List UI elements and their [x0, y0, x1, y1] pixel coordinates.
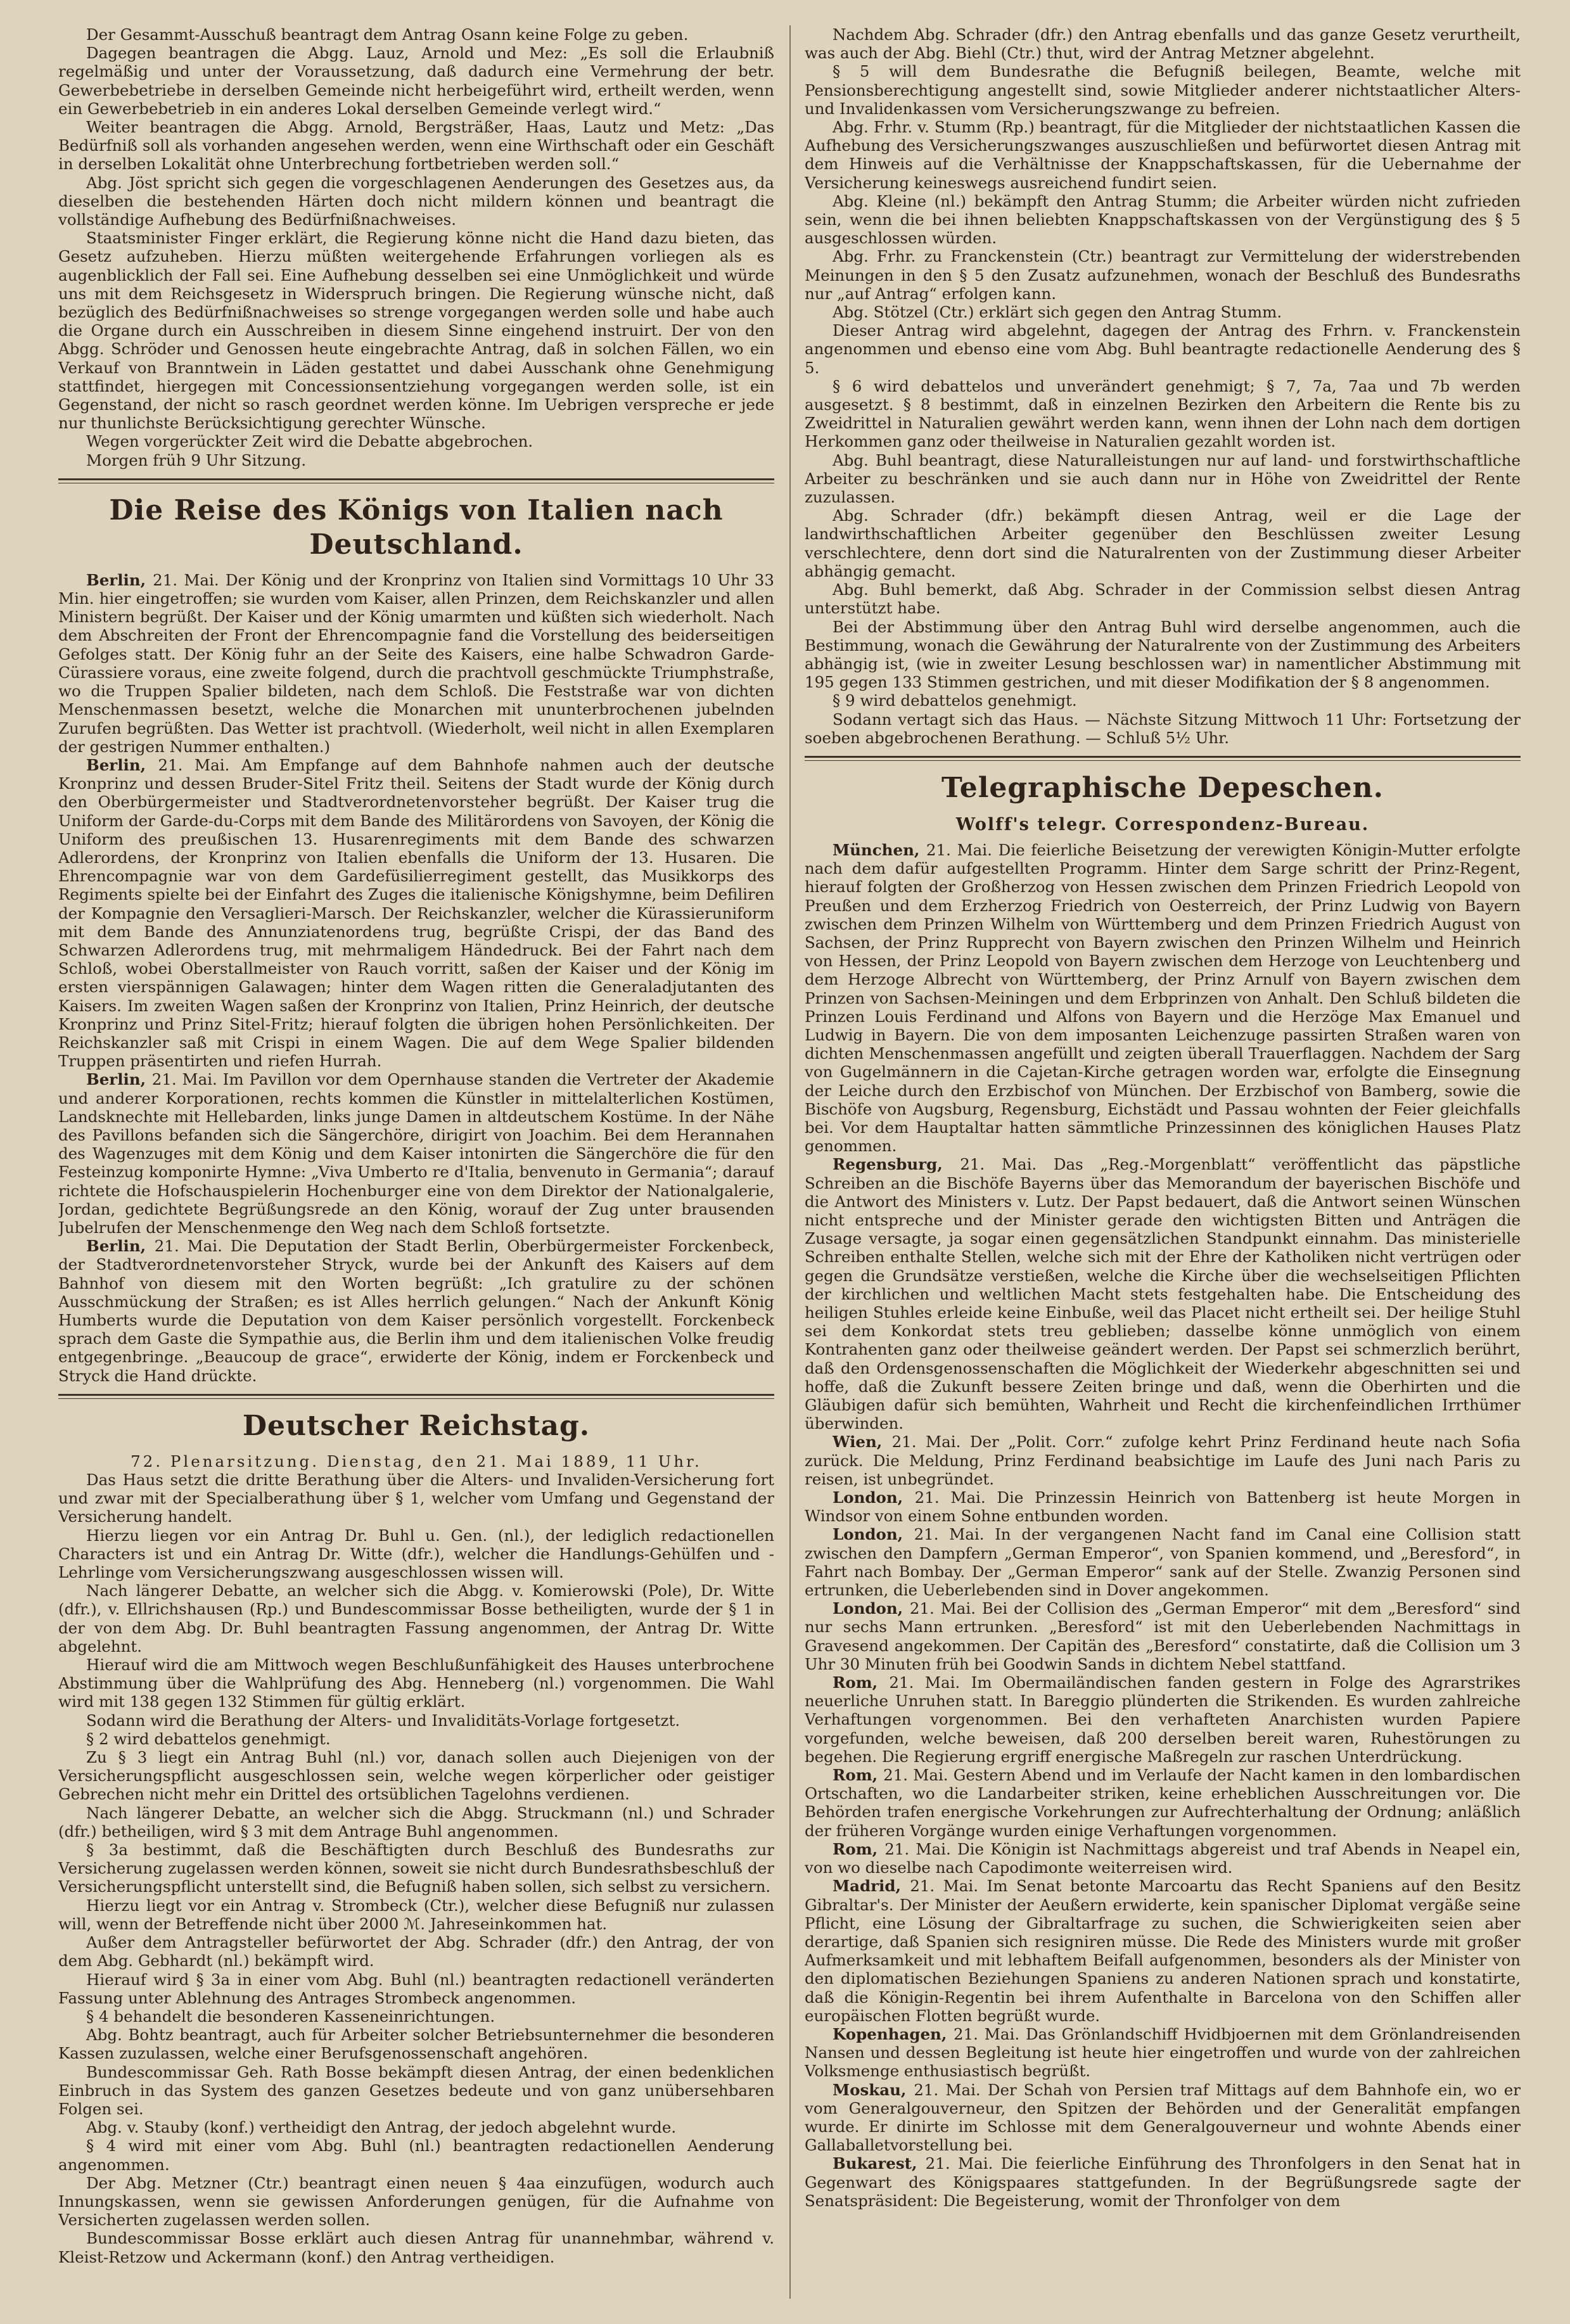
telegraph-headline: Telegraphische Depeschen.: [941, 771, 1384, 804]
dispatch-text: 21. Mai. Die feierliche Einführung des Thronfolgers in den Senat hat in Gegenwart des Königspaares stattgefunden. In der Begrüßungsrede sagte der Senatspräsident: Die Begeisterung, womit der Thronfolger von dem: [805, 2154, 1521, 2210]
paragraph: § 6 wird debattelos und unverändert genehmigt; § 7, 7a, 7aa und 7b werden ausgesetzt. § 8 bestimmt, daß in einzelnen Bezirken den Arbeitern die Rente bis zu Zweidrittel in Naturalien gewährt werden kann, wenn ihnen der Lohn nach dem dortigen Herkommen ganz oder theilweise in Naturalien gezahlt worden ist.: [805, 376, 1521, 451]
paragraph: Nach längerer Debatte, an welcher sich die Abgg. Struckmann (nl.) und Schrader (dfr.) betheiligen, wird § 3 mit dem Antrage Buhl angenommen.: [58, 1803, 774, 1841]
paragraph: Dagegen beantragen die Abgg. Lauz, Arnold und Mez: „Es soll die Erlaubniß regelmäßig und unter der Voraussetzung, daß dadurch eine Vermehrung der betr. Gewerbebetriebe in derselben Gemeinde nicht herbeigeführt wird, ertheilt werden, wenn ein Gewerbebetrieb in ein anderes Lokal derselben Gemeinde verlegt wird.“: [58, 44, 774, 118]
dateline-place: Madrid,: [833, 1877, 910, 1896]
dispatch-text: 21. Mai. Der König und der Kronprinz von Italien sind Vormittags 10 Uhr 33 Min. hier eingetroffen; sie wurden vom Kaiser, allen Prinzen, dem Reichskanzler und allen Ministern begrüßt. Der Kaiser und der König umarmten und küßten sich wiederholt. Nach dem Abschreiten der Front der Ehrencompagnie fand die Vorstellung des beiderseitigen Gefolges statt. Der König fuhr an der Seite des Kaisers, eine halbe Schwadron Garde-Cürassiere voraus, eine zweite folgend, durch die prachtvoll geschmückte Triumphstraße, wo die Truppen Spalier bildeten, nach dem Schloß. Die Feststraße war von dichten Menschenmassen besetzt, welche die Monarchen mit ununterbrochenen jubelnden Zurufen begrüßten. Das Wetter ist prachtvoll. (Wiederholt, weil nicht in allen Exemplaren der gestrigen Nummer enthalten.): [58, 570, 774, 756]
paragraph: § 2 wird debattelos genehmigt.: [86, 1729, 331, 1748]
telegraph-dispatch: [805, 1488, 1521, 1525]
dateline-place: London,: [833, 1488, 915, 1507]
column-divider: [789, 25, 791, 2299]
dispatch-text: 21. Mai. Das Grönlandschiff Hvidbjoernen mit dem Grönlandreisenden Nansen und dessen Begleitung ist heute hier eingetroffen und wurde von der zahlreichen Volksmenge enthusiastisch begrüßt.: [805, 2024, 1521, 2081]
paragraph: Hierauf wird die am Mittwoch wegen Beschlußunfähigkeit des Hauses unterbrochene Abstimmung über die Wahlprüfung des Abg. Henneberg (nl.) vorgenommen. Die Wahl wird mit 138 gegen 132 Stimmen für gültig erklärt.: [58, 1656, 774, 1711]
reise-dispatch: [58, 756, 774, 1070]
paragraph: Das Haus setzt die dritte Berathung über die Alters- und Invaliden-Versicherung fort und zwar mit der Specialberathung über § 1, welcher vom Umfang und Gegenstand der Versicherung handelt.: [58, 1471, 774, 1526]
telegraph-dispatch: [805, 1840, 1521, 1877]
dispatch-text: 21. Mai. Die Königin ist Nachmittags abgereist und traf Abends in Neapel ein, von wo dieselbe nach Capodimonte weiterreisen wird.: [805, 1839, 1521, 1877]
paragraph: Bei der Abstimmung über den Antrag Buhl wird derselbe angenommen, auch die Bestimmung, wonach die Gewährung der Naturalrente von der Zustimmung des Arbeiters abhängig ist, (wie in zweiter Lesung beschlossen war) in namentlicher Abstimmung mit 195 gegen 133 Stimmen gestrichen, und mit dieser Modifikation der § 8 angenommen.: [805, 617, 1521, 692]
paragraph: Abg. Bohtz beantragt, auch für Arbeiter solcher Betriebsunternehmer die besonderen Kassen zuzulassen, welche einer Berufsgenossenschaft angehören.: [58, 2026, 774, 2063]
dateline-place: Berlin,: [86, 1070, 152, 1089]
dispatch-text: 21. Mai. Die feierliche Beisetzung der verewigten Königin-Mutter erfolgte nach dem dafür aufgestellten Programm. Hinter dem Sarge schritt der Prinz-Regent, hierauf folgten der Großherzog von Hessen zwischen dem Prinzen Friedrich Leopold von Preußen und dem Erzherzog Friedrich von Oesterreich, der Prinz Ludwig von Bayern zwischen dem Prinzen Wilhelm von Württemberg und dem Prinzen Friedrich August von Sachsen, der Prinz Rupprecht von Bayern zwischen den Prinzen Wilhelm und Heinrich von Hessen, der Prinz Leopold von Bayern zwischen dem Herzoge von Leuchtenberg und dem Herzoge Albrecht von Württemberg, der Prinz Arnulf von Bayern zwischen dem Prinzen von Sachsen-Meiningen und dem Erbprinzen von Anhalt. Den Schluß bildeten die Prinzen Louis Ferdinand und Alfons von Bayern und die Herzöge Max Emanuel und Ludwig in Bayern. Die von dem imposanten Leichenzuge passirten Straßen waren von dichten Menschenmassen angefüllt und zeigten überall Trauerflaggen. Nachdem der Sarg von Gugelmännern in die Cajetan-Kirche getragen worden war, erfolgte die Einsegnung der Leiche durch den Erzbischof von München. Der Erzbischof von Bamberg, sowie die Bischöfe von Augsburg, Regensburg, Eichstädt und Passau wohnten der Feier gleichfalls bei. Vor dem Hauptaltar hatten sämmtliche Prinzessinnen des königlichen Hauses Platz genommen.: [805, 840, 1521, 1156]
dispatch-text: 21. Mai. Die Prinzessin Heinrich von Battenberg ist heute Morgen in Windsor von einem Sohne entbunden worden.: [805, 1488, 1521, 1526]
paragraph: Abg. v. Stauby (konf.) vertheidigt den Antrag, der jedoch abgelehnt wurde.: [86, 2118, 677, 2137]
dateline-place: Wien,: [833, 1433, 892, 1452]
section-rule: [58, 478, 774, 480]
telegraph-dispatch: [805, 2154, 1521, 2210]
reichstag-report-continued: [805, 25, 1521, 747]
telegraph-dispatch: [805, 1599, 1521, 1673]
telegraph-dispatch: [805, 1877, 1521, 2025]
paragraph: Hierzu liegen vor ein Antrag Dr. Buhl u. Gen. (nl.), der lediglich redactionellen Characters ist und ein Antrag Dr. Witte (dfr.), welcher die Handlungs-Gehülfen und -Lehrlinge vom Versicherungszwang ausgeschlossen wissen will.: [58, 1526, 774, 1582]
dateline-place: Berlin,: [86, 755, 158, 774]
dispatch-text: 21. Mai. Der Schah von Persien traf Mittags auf dem Bahnhofe ein, wo er vom Generalgouverneur, den Spitzen der Behörden und der Generalität empfangen wurde. Er dinirte im Schlosse mit dem Generalgouverneur und wohnte Abends einer Gallaballetvorstellung bei.: [805, 2080, 1521, 2155]
reise-headline: Die Reise des Königs von Italien nach Deutschland.: [109, 494, 724, 561]
dispatch-text: 21. Mai. Im Obermailändischen fanden gestern in Folge des Agrarstrikes neuerliche Unruhen statt. In Bareggio plünderten die Strikenden. Es wurden zahlreiche Verhaftungen vorgenommen. Bei den verhafteten Anarchisten wurden Papiere vorgefunden, welche beweisen, daß 200 derselben bereit waren, Ruhestörungen zu begehen. Die Regierung ergriff energische Maßregeln zur raschen Unterdrückung.: [805, 1673, 1521, 1766]
dateline-place: Berlin,: [86, 570, 153, 589]
dispatch-text: 21. Mai. Die Deputation der Stadt Berlin, Oberbürgermeister Forckenbeck, der Stadtverordnetenvorsteher Stryck, wurde bei der Ankunft des Kaisers auf dem Bahnhof von diesem mit den Worten begrüßt: „Ich gratulire zu der schönen Ausschmückung der Straßen; es ist Alles herrlich gelungen.“ Nach der Ankunft König Humberts wurde die Deputation von dem Kaiser persönlich vorgestellt. Forckenbeck sprach dem Gaste die Sympathie aus, die Berlin ihm und dem italienischen Volke freudig entgegenbringe. „Beaucoup de grace“, erwiderte der König, indem er Forckenbeck und Stryck die Hand drückte.: [58, 1237, 774, 1385]
dateline-place: Bukarest,: [833, 2154, 926, 2173]
left-column: [58, 25, 774, 2299]
paragraph: Der Gesammt-Ausschuß beantragt dem Antrag Osann keine Folge zu geben.: [86, 25, 689, 44]
paragraph: Abg. Frhr. zu Franckenstein (Ctr.) beantragt zur Vermittelung der widerstrebenden Meinungen in den § 5 den Zusatz aufzunehmen, wonach der Beschluß des Bundesraths nur „auf Antrag“ erfolgen kann.: [805, 247, 1521, 303]
paragraph: Hierzu liegt vor ein Antrag v. Strombeck (Ctr.), welcher diese Befugniß nur zulassen will, wenn der Betreffende nicht über 2000 ℳ. Jahreseinkommen hat.: [58, 1896, 774, 1933]
section-rule: [805, 760, 1521, 761]
telegraph-dispatch: [805, 1673, 1521, 1766]
dateline-place: London,: [833, 1525, 914, 1544]
telegraph-dispatch: [805, 2081, 1521, 2155]
reichstag-report: [58, 1471, 774, 2266]
paragraph: Sodann vertagt sich das Haus. — Nächste Sitzung Mittwoch 11 Uhr: Fortsetzung der soeben abgebrochenen Berathung. — Schluß 5½ Uhr.: [805, 710, 1521, 747]
reise-articles: [58, 571, 774, 1385]
dateline-place: Moskau,: [833, 2080, 914, 2099]
dateline-place: Rom,: [833, 1673, 890, 1692]
telegraph-dispatches: [805, 841, 1521, 2210]
paragraph: Bundescommissar Bosse erklärt auch diesen Antrag für unannehmbar, während v. Kleist-Retzow und Ackermann (konf.) den Antrag vertheidigen.: [58, 2229, 774, 2266]
reise-dispatch: [58, 1237, 774, 1385]
reichstag-session-line: 72. Plenarsitzung. Dienstag, den 21. Mai 1889, 11 Uhr.: [131, 1452, 702, 1471]
dispatch-text: 21. Mai. Bei der Collision des „German Emperor“ mit dem „Beresford“ sind nur sechs Mann ertrunken. „Beresford“ ist mit den Ueberlebenden Nachmittags in Gravesend angekommen. Der Capitän des „Beresford“ constatirte, daß die Collision um 3 Uhr 30 Minuten früh bei Goodwin Sands in dichtem Nebel stattfand.: [805, 1599, 1521, 1673]
telegraph-subheadline: Wolff's telegr. Correspondenz-Bureau.: [955, 814, 1370, 834]
dispatch-text: 21. Mai. Im Pavillon vor dem Opernhause standen die Vertreter der Akademie und anderer Korporationen, rechts kommen die Künstler in mittelalterlichen Kostümen, Landsknechte mit Hellebarden, links junge Damen in altdeutschem Kostüme. In der Nähe des Pavillons befanden sich die Sängerchöre, dirigirt von Joachim. Bei dem Herannahen des Wagenzuges mit dem König und dem Kaiser intonirten die Sängerchöre die für den Festeinzug komponirte Hymne: „Viva Umberto re d'Italia, benvenuto in Germania“; darauf richtete die Hofschauspielerin Hochenburger eine von dem Direktor der Nationalgalerie, Jordan, gedichtete Begrüßungsrede an den König, worauf der Zug unter brausenden Jubelrufen der Menschenmenge den Weg nach dem Schloß fortsetzte.: [58, 1070, 774, 1237]
dispatch-text: 21. Mai. In der vergangenen Nacht fand im Canal eine Collision statt zwischen den Dampfern „German Emperor“, von Spanien kommend, und „Beresford“, in Fahrt nach Bombay. Der „German Emperor“ sank auf der Stelle. Zwanzig Personen sind ertrunken, die Ueberlebenden sind in Dover angekommen.: [805, 1525, 1521, 1600]
paragraph: Abg. Jöst spricht sich gegen die vorgeschlagenen Aenderungen des Gesetzes aus, da dieselben die bestehenden Härten doch nicht mildern können und beantragt die vollständige Aufhebung des Bedürfnißnachweises.: [58, 173, 774, 229]
dispatch-text: 21. Mai. Der „Polit. Corr.“ zufolge kehrt Prinz Ferdinand heute nach Sofia zurück. Die Meldung, Prinz Ferdinand beabsichtige im Laufe des Juni nach Paris zu reisen, ist unbegründet.: [805, 1433, 1521, 1488]
paragraph: Nach längerer Debatte, an welcher sich die Abgg. v. Komierowski (Pole), Dr. Witte (dfr.), v. Ellrichshausen (Rp.) und Bundescommissar Bosse betheiligten, wurde der § 1 in der von dem Abg. Dr. Buhl beantragten Fassung angenommen, der Antrag Dr. Witte abgelehnt.: [58, 1581, 774, 1656]
paragraph: Morgen früh 9 Uhr Sitzung.: [86, 450, 307, 469]
telegraph-dispatch: [805, 1525, 1521, 1599]
paragraph: Bundescommissar Geh. Rath Bosse bekämpft diesen Antrag, der einen bedenklichen Einbruch in das System des ganzen Gesetzes bedeute und von ganz unübersehbaren Folgen sei.: [58, 2062, 774, 2118]
paragraph: Abg. Buhl bemerkt, daß Abg. Schrader in der Commission selbst diesen Antrag unterstützt habe.: [805, 580, 1521, 618]
dispatch-text: 21. Mai. Am Empfange auf dem Bahnhofe nahmen auch der deutsche Kronprinz und dessen Bruder-Sitel Fritz theil. Seitens der Stadt wurde der König durch den Oberbürgermeister und Stadtverordnetenvorsteher begrüßt. Der Kaiser trug die Uniform der Garde-du-Corps mit dem Bande des Militärordens von Savoyen, der König die Uniform des preußischen 13. Husarenregiments mit dem Bande des schwarzen Adlerordens, der Kronprinz von Italien ebenfalls die Uniform der 13. Husaren. Die Ehrencompagnie war von dem Gardefüsilierregiment gestellt, das Musikkorps des Regiments spielte bei der Einfahrt des Zuges die italienische Königshymne, beim Defiliren der Kompagnie den Versaglieri-Marsch. Der Reichskanzler, welcher die Kürassieruniform mit dem Bande des Annunziatenordens trug, begrüßte Crispi, der das Band des Schwarzen Adlerordens trug, mit mehrmaligem Händedruck. Bei der Fahrt nach dem Schloß, wobei Oberstallmeister von Rauch vorritt, saßen der Kaiser und der König im ersten vierspännigen Galawagen; hinter dem Wagen ritten die Generaladjutanten des Kaisers. Im zweiten Wagen saßen der Kronprinz von Italien, Prinz Heinrich, der deutsche Kronprinz und Prinz Sitel-Fritz; hierauf folgten die übrigen hohen Persönlichkeiten. Der Reichskanzler saß mit Crispi in einem Wagen. Die auf dem Wege Spalier bildenden Truppen präsentirten und riefen Hurrah.: [58, 755, 774, 1071]
paragraph: Wegen vorgerückter Zeit wird die Debatte abgebrochen.: [86, 432, 533, 451]
paragraph: Hierauf wird § 3a in einer vom Abg. Buhl (nl.) beantragten redactionell veränderten Fassung unter Ablehnung des Antrages Strombeck angenommen.: [58, 1970, 774, 2007]
paragraph: Der Abg. Metzner (Ctr.) beantragt einen neuen § 4aa einzufügen, wodurch auch Innungskassen, wenn sie gewissen Anforderungen genügen, für die Aufnahme von Versicherten zugelassen werden sollen.: [58, 2173, 774, 2230]
paragraph: Nachdem Abg. Schrader (dfr.) den Antrag ebenfalls und das ganze Gesetz verurtheilt, was auch der Abg. Biehl (Ctr.) thut, wird der Antrag Metzner abgelehnt.: [805, 25, 1521, 63]
paragraph: § 5 will dem Bundesrathe die Befugniß beilegen, Beamte, welche mit Pensionsberechtigung angestellt sind, sowie Mitglieder anderer nichtstaatlicher Alters- und Invalidenkassen vom Versicherungszwange zu befreien.: [805, 62, 1521, 118]
telegraph-dispatch: [805, 841, 1521, 1155]
dateline-place: Rom,: [833, 1766, 884, 1785]
dispatch-text: 21. Mai. Das „Reg.-Morgenblatt“ veröffentlicht das päpstliche Schreiben an die Bischöfe Bayerns über das Memorandum der bayerischen Bischöfe und die Antwort des Ministers v. Lutz. Der Papst bedauert, daß die Antwort seinen Wünschen nicht entspreche und der Minister gerade den wichtigsten Bitten und Anträgen die Zusage versagte, ja sogar einen gegensätzlichen Standpunkt einnahm. Das ministerielle Schreiben enthalte Stellen, welche sich mit der Ehre der Katholiken nicht vertrügen oder gegen die Grundsätze verstießen, welche die Kirche über die wechselseitigen Pflichten der kirchlichen und weltlichen Macht stets festgehalten habe. Die Entscheidung des heiligen Stuhles erleide keine Einbuße, weil das Placet nicht ertheilt sei. Der heilige Stuhl sei dem Konkordat stets treu geblieben; dasselbe könne unmöglich von einem Kontrahenten ganz oder theilweise geändert werden. Der Papst sei schmerzlich berührt, daß den Ordensgenossenschaften die Möglichkeit der Wiederkehr abgeschnitten sei und hoffe, daß die Zukunft bessere Zeiten bringe und daß, wenn die Oberhirten und die Gläubigen dafür sich bemühten, Wahrheit und Recht die kirchenfeindlichen Irrthümer überwinden.: [805, 1155, 1521, 1433]
reise-dispatch: [58, 571, 774, 756]
section-rule: [58, 1394, 774, 1396]
paragraph: Staatsminister Finger erklärt, die Regierung könne nicht die Hand dazu bieten, das Gesetz aufzuheben. Hierzu müßten weitergehende Erfahrungen vorliegen als es augenblicklich der Fall sei. Eine Aufhebung desselben sei eine Unmöglichkeit und würde uns mit dem Reichsgesetz in Widerspruch bringen. Die Regierung wünsche nicht, daß bezüglich des Bedürfnißnachweises so strenge vorgegangen werden solle und habe auch die Organe durch ein Ausschreiben in diesem Sinne eingehend instruirt. Der von den Abgg. Schröder und Genossen heute eingebrachte Antrag, daß in solchen Fällen, wo ein Verkauf von Branntwein in Läden gestattet und dabei Ausschank ohne Genehmigung stattfindet, hiergegen mit Concessionsentziehung vorgegangen werden solle, ist ein Gegenstand, der nicht so rasch geordnet werden könne. Im Uebrigen verspreche er jede nur thunlichste Berücksichtigung gerechter Wünsche.: [58, 229, 774, 433]
dateline-place: Regensburg,: [833, 1155, 961, 1174]
paragraph: Abg. Schrader (dfr.) bekämpft diesen Antrag, weil er die Lage der landwirthschaftlichen Arbeiter gegenüber den Beschlüssen zweiter Lesung verschlechtere, denn dort sind die Naturalrenten von der Zustimmung dieser Arbeiter abhängig gemacht.: [805, 506, 1521, 580]
paragraph: § 4 wird mit einer vom Abg. Buhl (nl.) beantragten redactionellen Aenderung angenommen.: [58, 2136, 774, 2174]
dispatch-text: 21. Mai. Im Senat betonte Marcoartu das Recht Spaniens auf den Besitz Gibraltar's. Der Minister der Aeußern erwiderte, kein spanischer Diplomat vergäße seine Pflicht, eine Lösung der Gibraltarfrage zu suchen, die Schwierigkeiten seien aber derartige, daß Spanien sich resigniren müsse. Die Rede des Ministers wurde mit großer Aufmerksamkeit und mit lebhaftem Beifall aufgenommen, besonders als der Minister von den diplomatischen Beziehungen Spaniens zu anderen Nationen sprach und konstatirte, daß die Königin-Regentin bei ihrem Aufenthalte in Barcelona von den Schiffen aller europäischen Flotten begrüßt wurde.: [805, 1877, 1521, 2025]
paragraph: Dieser Antrag wird abgelehnt, dagegen der Antrag des Frhrn. v. Franckenstein angenommen und ebenso eine vom Abg. Buhl beantragte redactionelle Aenderung des § 5.: [805, 321, 1521, 377]
reise-dispatch: [58, 1070, 774, 1237]
paragraph: § 9 wird debattelos genehmigt.: [833, 691, 1077, 710]
dateline-place: Rom,: [833, 1839, 885, 1858]
paragraph: Zu § 3 liegt ein Antrag Buhl (nl.) vor, danach sollen auch Diejenigen von der Versicherungspflicht ausgeschlossen sein, welche wegen körperlicher oder geistiger Gebrechen nicht mehr ein Drittel des ortsüblichen Tagelohns verdienen.: [58, 1748, 774, 1804]
reichstag-headline: Deutscher Reichstag.: [242, 1409, 590, 1442]
paragraph: Weiter beantragen die Abgg. Arnold, Bergsträßer, Haas, Lautz und Metz: „Das Bedürfniß soll als vorhanden angesehen werden, wenn eine Wirthschaft oder ein Geschäft in derselben Lokalität ohne Unterbrechung fortbetrieben werden soll.“: [58, 118, 774, 174]
telegraph-dispatch: [805, 1155, 1521, 1433]
paragraph: Abg. Buhl beantragt, diese Naturalleistungen nur auf land- und forstwirthschaftliche Arbeiter zu beschränken und sie auch dann nur in Höhe von Zweidrittel der Rente zuzulassen.: [805, 450, 1521, 507]
paragraph: Außer dem Antragsteller befürwortet der Abg. Schrader (dfr.) den Antrag, der von dem Abg. Gebhardt (nl.) bekämpft wird.: [58, 1933, 774, 1970]
dateline-place: Berlin,: [86, 1237, 155, 1256]
right-column: [805, 25, 1521, 2299]
paragraph: § 3a bestimmt, daß die Beschäftigten durch Beschluß des Bundesraths zur Versicherung zugelassen werden können, soweit sie nicht durch Bundesrathsbeschluß der Versicherungspflicht unterstellt sind, die Befugniß haben sollen, sich selbst zu versichern.: [58, 1841, 774, 1896]
paragraph: Abg. Kleine (nl.) bekämpft den Antrag Stumm; die Arbeiter würden nicht zufrieden sein, wenn die bei ihnen beliebten Knappschaftskassen von der Vergünstigung des § 5 ausgeschlossen würden.: [805, 191, 1521, 248]
paragraph: Abg. Frhr. v. Stumm (Rp.) beantragt, für die Mitglieder der nichtstaatlichen Kassen die Aufhebung des Versicherungszwanges auszuschließen und befürwortet diesen Antrag mit dem Hinweis auf die Verhältnisse der Knappschaftskassen, für die Uebernahme der Versicherung keineswegs ausreichend fundirt seien.: [805, 118, 1521, 192]
telegraph-dispatch: [805, 1766, 1521, 1840]
telegraph-dispatch: [805, 2025, 1521, 2081]
dispatch-text: 21. Mai. Gestern Abend und im Verlaufe der Nacht kamen in den lombardischen Ortschaften, wo die Landarbeiter striken, keine erheblichen Ausschreitungen vor. Die Behörden trafen energische Vorkehrungen zur Aufrechterhaltung der Ordnung; anläßlich der früheren Vorgänge wurden einige Verhaftungen vorgenommen.: [805, 1766, 1521, 1840]
paragraph: Abg. Stötzel (Ctr.) erklärt sich gegen den Antrag Stumm.: [833, 303, 1282, 322]
paragraph: Sodann wird die Berathung der Alters- und Invaliditäts-Vorlage fortgesetzt.: [86, 1711, 680, 1730]
landtag-report: [58, 25, 774, 469]
dateline-place: München,: [833, 840, 926, 859]
telegraph-dispatch: [805, 1433, 1521, 1488]
dateline-place: London,: [833, 1599, 910, 1618]
section-rule: [805, 756, 1521, 758]
section-rule: [58, 1398, 774, 1399]
dateline-place: Kopenhagen,: [833, 2024, 954, 2043]
paragraph: § 4 behandelt die besonderen Kasseneinrichtungen.: [86, 2007, 495, 2026]
